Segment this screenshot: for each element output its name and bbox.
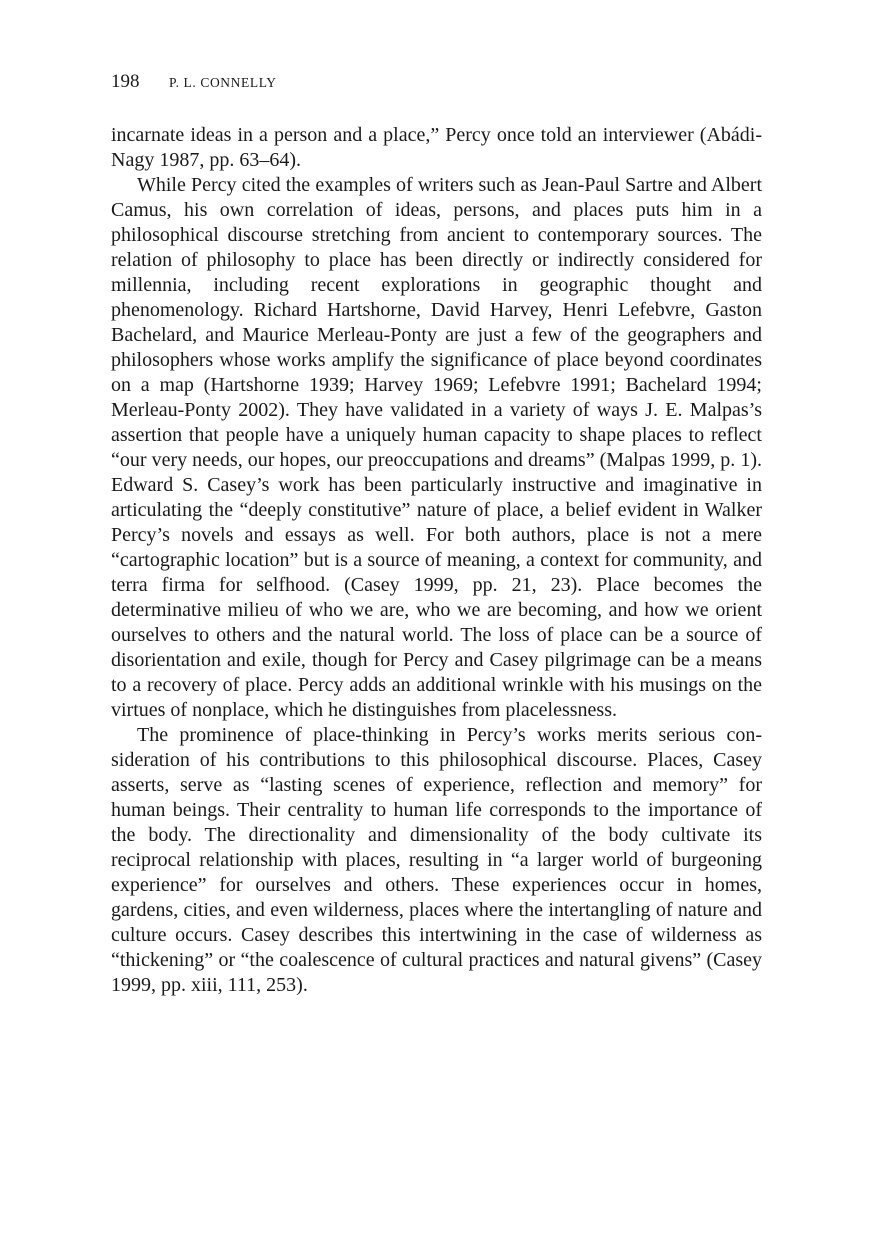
paragraph: The prominence of place-thinking in Percy’s works merits serious consideration of his contributions to this philosophical discourse. Places, Casey asserts, serve as “lasting scenes of experience, reflection and memory” for human beings. Their centrality to human life corresponds to the importance of the body. The directionality and dimensionality of the body cultivate its reciprocal relationship with places, resulting in “a larger world of burgeoning experience” for ourselves and others. These experiences occur in homes, gardens, cities, and even wilderness, places where the intertangling of nature and culture occurs. Casey describes this intertwining in the case of wilderness as “thickening” or “the coalescence of cultural practices and natural givens” (Casey 1999, pp. xiii, 111, 253). — [111, 724, 762, 996]
body-text — [111, 123, 762, 998]
book-page — [111, 70, 762, 998]
page-number: 198 — [111, 71, 140, 92]
running-head-author: P. L. CONNELLY — [169, 75, 277, 90]
paragraph: While Percy cited the examples of writers such as Jean-Paul Sartre and Albert Camus, his own correlation of ideas, persons, and places puts him in a philosophical discourse stretching from ancient to contemporary sources. The relation of philosophy to place has been directly or indirectly considered for millennia, including recent explorations in geographic thought and phenomenology. Richard Hartshorne, David Harvey, Henri Lefebvre, Gaston Bachelard, and Maurice Merleau-Ponty are just a few of the geographers and philosophers whose works amplify the significance of place beyond coordinates on a map (Hartshorne 1939; Harvey 1969; Lefebvre 1991; Bachelard 1994; Merleau-Ponty 2002). They have validated in a variety of ways J. E. Malpas’s assertion that people have a uniquely human capacity to shape places to reflect “our very needs, our hopes, our preoccupations and dreams” (Malpas 1999, p. 1). Edward S. Casey’s work has been particularly instructive and imaginative in articulating the “deeply constitutive” nature of place, a belief evident in Walker Percy’s novels and essays as well. For both authors, place is not a mere “cartographic location” but is a source of meaning, a context for community, and terra firma for selfhood. (Casey 1999, pp. 21, 23). Place becomes the determinative milieu of who we are, who we are becoming, and how we orient ourselves to others and the natural world. The loss of place can be a source of disorientation and exile, though for Percy and Casey pilgrimage can be a means to a recovery of place. Percy adds an additional wrinkle with his musings on the virtues of nonplace, which he distinguishes from placelessness. — [111, 174, 762, 721]
paragraph-continued: incarnate ideas in a person and a place,” Percy once told an interviewer (Abádi-Nagy 1987, pp. 63–64). — [111, 124, 762, 171]
running-head — [111, 70, 762, 94]
